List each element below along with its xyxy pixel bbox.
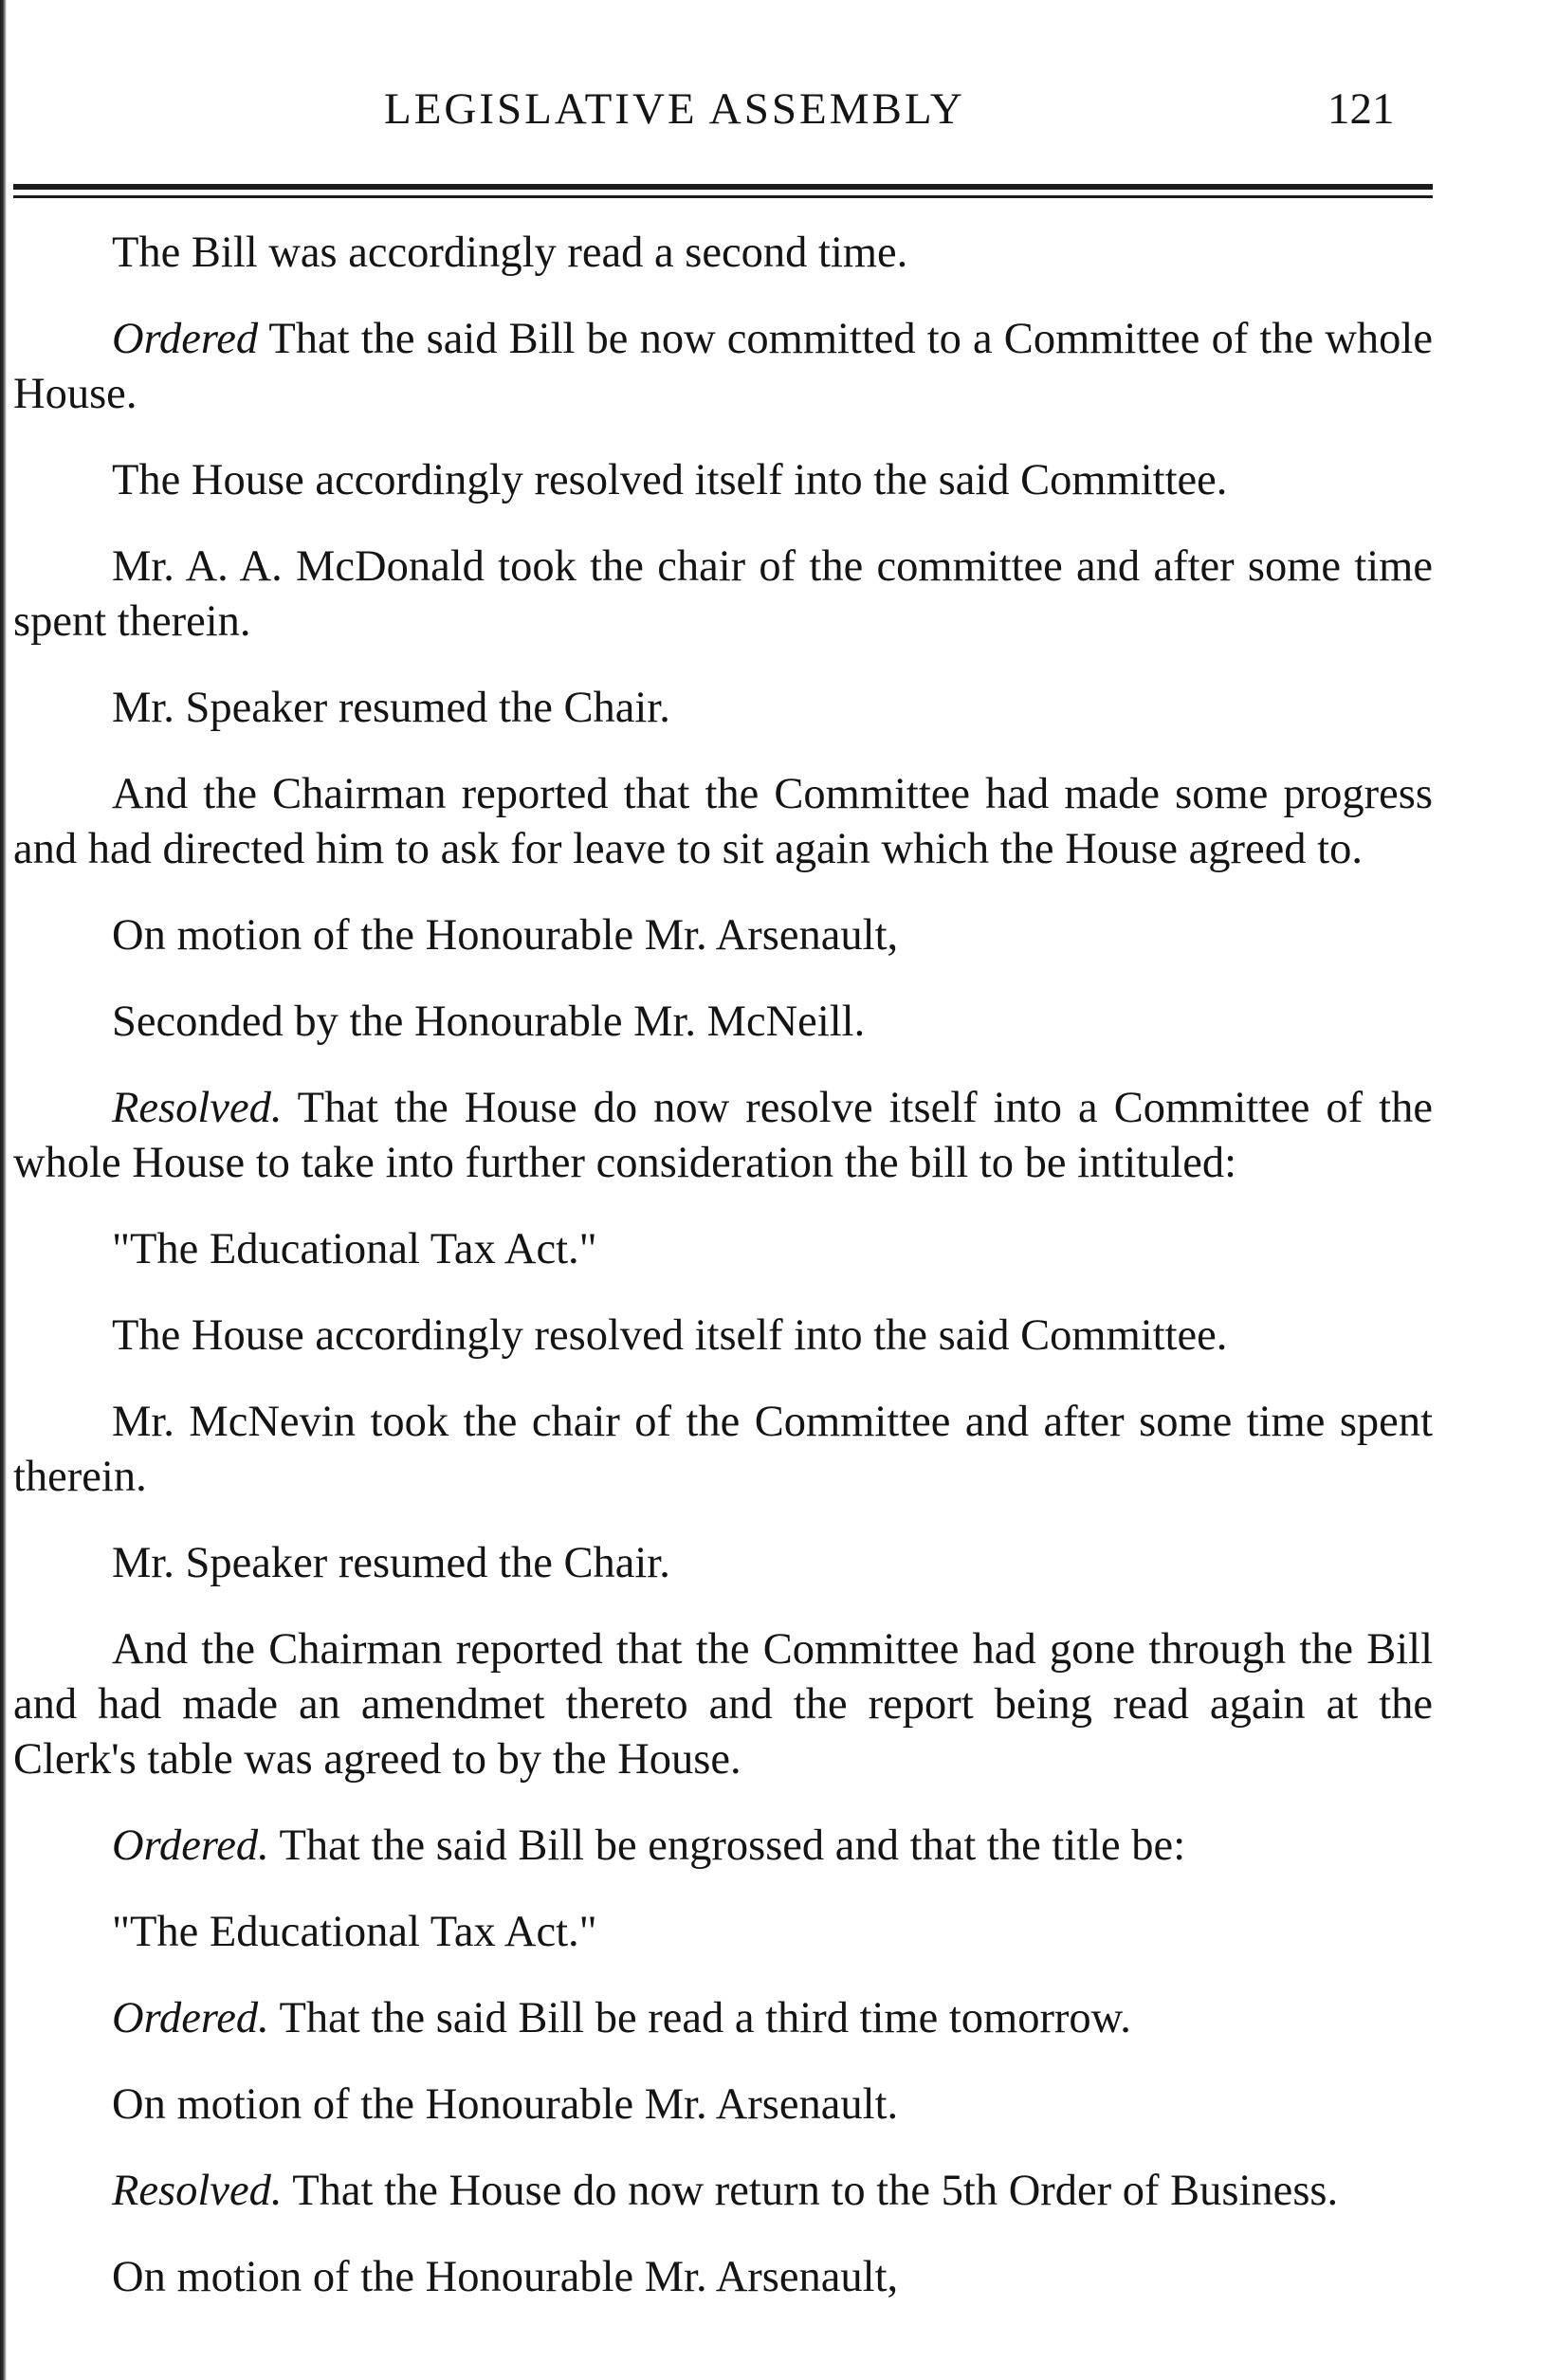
running-head: LEGISLATIVE ASSEMBLY [384,84,965,134]
header-rule-thick [13,184,1433,190]
paragraph [13,1905,1433,1960]
paragraph [13,2164,1433,2219]
paragraph-text: That the House do now resolve itself into a Committee of the whole House to take into further consideration the bill to be intituled: [13,1084,1433,1187]
paragraph-lead: Resolved. [112,1084,283,1132]
paragraph-text: Mr. A. A. McDonald took the chair of the committee and after some time spent therein. [13,542,1433,646]
paragraph-lead: Ordered. [112,1994,269,2042]
paragraph-text: "The Educational Tax Act." [112,1225,597,1273]
journal-body [13,226,1433,2336]
page-number: 121 [1327,84,1395,134]
paragraph [13,767,1433,877]
paragraph-lead: Ordered [112,315,259,363]
paragraph-lead: Resolved. [112,2167,283,2215]
paragraph-text: On motion of the Honourable Mr. Arsenault, [112,911,899,960]
paragraph-text: Mr. Speaker resumed the Chair. [112,1539,670,1587]
paragraph [13,312,1433,422]
binding-shadow [0,0,7,2380]
header-rule-thin [13,195,1433,198]
paragraph-text: The Bill was accordingly read a second time. [112,229,908,277]
paragraph [13,2250,1433,2305]
paragraph-lead: Ordered. [112,1822,269,1870]
paragraph-text: That the said Bill be read a third time tomorrow. [268,1994,1131,2042]
paragraph [13,995,1433,1050]
paragraph-text: And the Chairman reported that the Committee had gone through the Bill and had made an amendmet thereto and the report being read again at the Clerk's table was agreed to by the House. [13,1625,1433,1784]
paragraph-text: The House accordingly resolved itself into the said Committee. [112,1311,1228,1360]
paragraph-text: Mr. McNevin took the chair of the Committee and after some time spent therein. [13,1398,1433,1501]
paragraph [13,1991,1433,2046]
paragraph [13,908,1433,963]
paragraph [13,1081,1433,1191]
paragraph [13,1309,1433,1364]
paragraph-text: On motion of the Honourable Mr. Arsenault. [112,2080,899,2129]
paragraph-text: That the House do now return to the 5th Order of Business. [282,2167,1339,2215]
paragraph [13,681,1433,736]
paragraph-text: Seconded by the Honourable Mr. McNeill. [112,998,866,1046]
paragraph [13,1622,1433,1787]
paragraph [13,2078,1433,2133]
paragraph [13,1536,1433,1591]
paragraph-text: And the Chairman reported that the Committee had made some progress and had directed him to ask for leave to sit again which the House agreed to. [13,770,1433,873]
paragraph [13,540,1433,650]
paragraph-text: That the said Bill be engrossed and that the title be: [268,1822,1186,1870]
paragraph [13,226,1433,281]
paragraph-text: That the said Bill be now committed to a Committee of the whole House. [13,315,1433,418]
paragraph-text: The House accordingly resolved itself into the said Committee. [112,456,1228,504]
paragraph-text: On motion of the Honourable Mr. Arsenault, [112,2253,899,2301]
paragraph [13,453,1433,508]
paragraph [13,1395,1433,1505]
paragraph [13,1819,1433,1874]
paragraph-text: "The Educational Tax Act." [112,1908,597,1956]
paragraph [13,1222,1433,1277]
page-header [0,78,1556,154]
paragraph-text: Mr. Speaker resumed the Chair. [112,684,670,732]
